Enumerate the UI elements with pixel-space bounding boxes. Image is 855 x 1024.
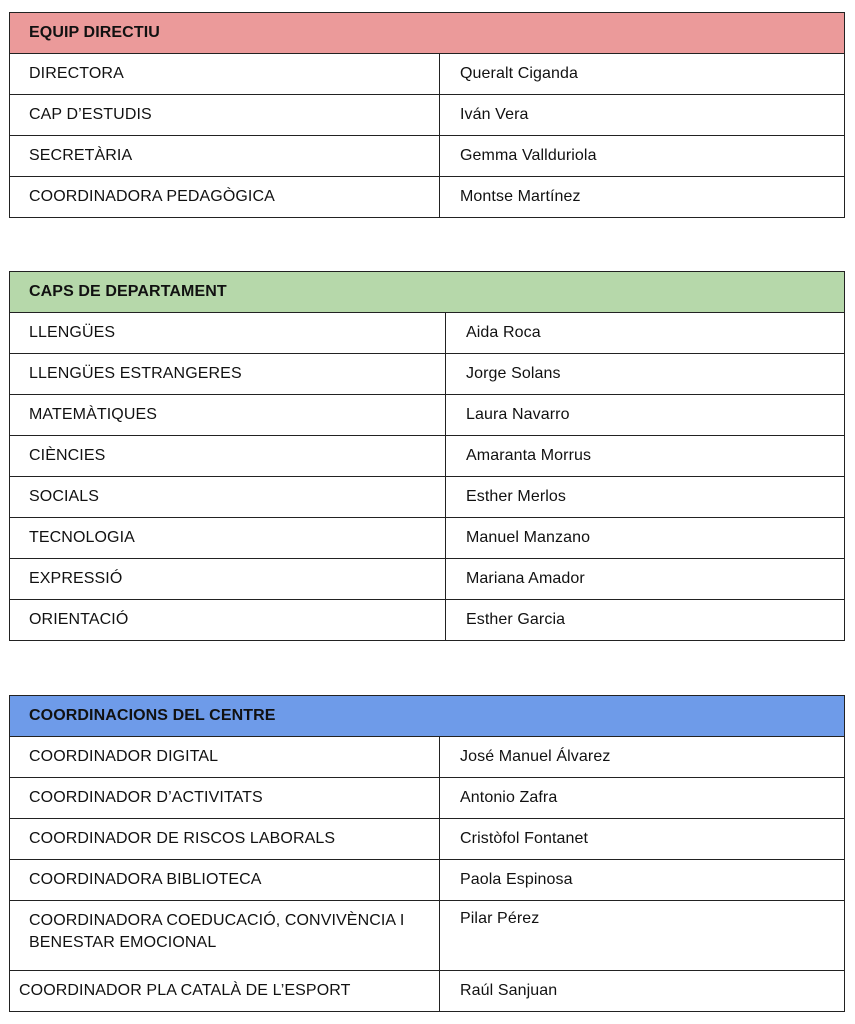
- table-row: [10, 819, 845, 860]
- name-cell: Paola Espinosa: [440, 860, 845, 901]
- name-cell: Gemma Vallduriola: [440, 136, 845, 177]
- role-cell: SECRETÀRIA: [10, 136, 440, 177]
- name-cell: Montse Martínez: [440, 177, 845, 218]
- section-title: EQUIP DIRECTIU: [10, 13, 845, 54]
- role-cell: TECNOLOGIA: [10, 518, 446, 559]
- role-cell: EXPRESSIÓ: [10, 559, 446, 600]
- name-cell: José Manuel Álvarez: [440, 737, 845, 778]
- name-cell: Cristòfol Fontanet: [440, 819, 845, 860]
- table-row: [10, 971, 845, 1012]
- table-header-row: [10, 13, 845, 54]
- name-cell: Raúl Sanjuan: [440, 971, 845, 1012]
- role-cell: CAP D’ESTUDIS: [10, 95, 440, 136]
- table-row: [10, 778, 845, 819]
- role-cell: DIRECTORA: [10, 54, 440, 95]
- role-cell: SOCIALS: [10, 477, 446, 518]
- role-cell: COORDINADOR DIGITAL: [10, 737, 440, 778]
- table-row: [10, 559, 845, 600]
- name-cell: Pilar Pérez: [440, 901, 845, 971]
- name-cell: Manuel Manzano: [446, 518, 845, 559]
- role-cell: COORDINADORA PEDAGÒGICA: [10, 177, 440, 218]
- name-cell: Amaranta Morrus: [446, 436, 845, 477]
- role-cell: CIÈNCIES: [10, 436, 446, 477]
- role-cell: LLENGÜES: [10, 313, 446, 354]
- name-cell: Iván Vera: [440, 95, 845, 136]
- table-row: [10, 54, 845, 95]
- name-cell: Esther Merlos: [446, 477, 845, 518]
- role-cell: COORDINADOR D’ACTIVITATS: [10, 778, 440, 819]
- table-row: [10, 313, 845, 354]
- table-row: [10, 860, 845, 901]
- section-title: CAPS DE DEPARTAMENT: [10, 272, 845, 313]
- role-cell: COORDINADOR DE RISCOS LABORALS: [10, 819, 440, 860]
- table-row: [10, 477, 845, 518]
- role-cell: LLENGÜES ESTRANGERES: [10, 354, 446, 395]
- table-row: [10, 136, 845, 177]
- name-cell: Jorge Solans: [446, 354, 845, 395]
- name-cell: Esther Garcia: [446, 600, 845, 641]
- role-cell: MATEMÀTIQUES: [10, 395, 446, 436]
- role-cell: ORIENTACIÓ: [10, 600, 446, 641]
- table-row: [10, 177, 845, 218]
- table-row: [10, 95, 845, 136]
- table-row: [10, 901, 845, 971]
- coordinacions-table: [9, 695, 845, 1012]
- equip-directiu-table: [9, 12, 845, 218]
- table-row: [10, 600, 845, 641]
- caps-departament-table: [9, 271, 845, 641]
- table-row: [10, 737, 845, 778]
- table-row: [10, 395, 845, 436]
- table-row: [10, 518, 845, 559]
- table-header-row: [10, 696, 845, 737]
- name-cell: Antonio Zafra: [440, 778, 845, 819]
- name-cell: Queralt Ciganda: [440, 54, 845, 95]
- role-cell: COORDINADORA BIBLIOTECA: [10, 860, 440, 901]
- table-row: [10, 354, 845, 395]
- name-cell: Mariana Amador: [446, 559, 845, 600]
- table-row: [10, 436, 845, 477]
- role-cell: COORDINADORA COEDUCACIÓ, CONVIVÈNCIA I BENESTAR EMOCIONAL: [10, 901, 440, 971]
- table-header-row: [10, 272, 845, 313]
- role-cell: COORDINADOR PLA CATALÀ DE L’ESPORT: [10, 971, 440, 1012]
- name-cell: Laura Navarro: [446, 395, 845, 436]
- name-cell: Aida Roca: [446, 313, 845, 354]
- section-title: COORDINACIONS DEL CENTRE: [10, 696, 845, 737]
